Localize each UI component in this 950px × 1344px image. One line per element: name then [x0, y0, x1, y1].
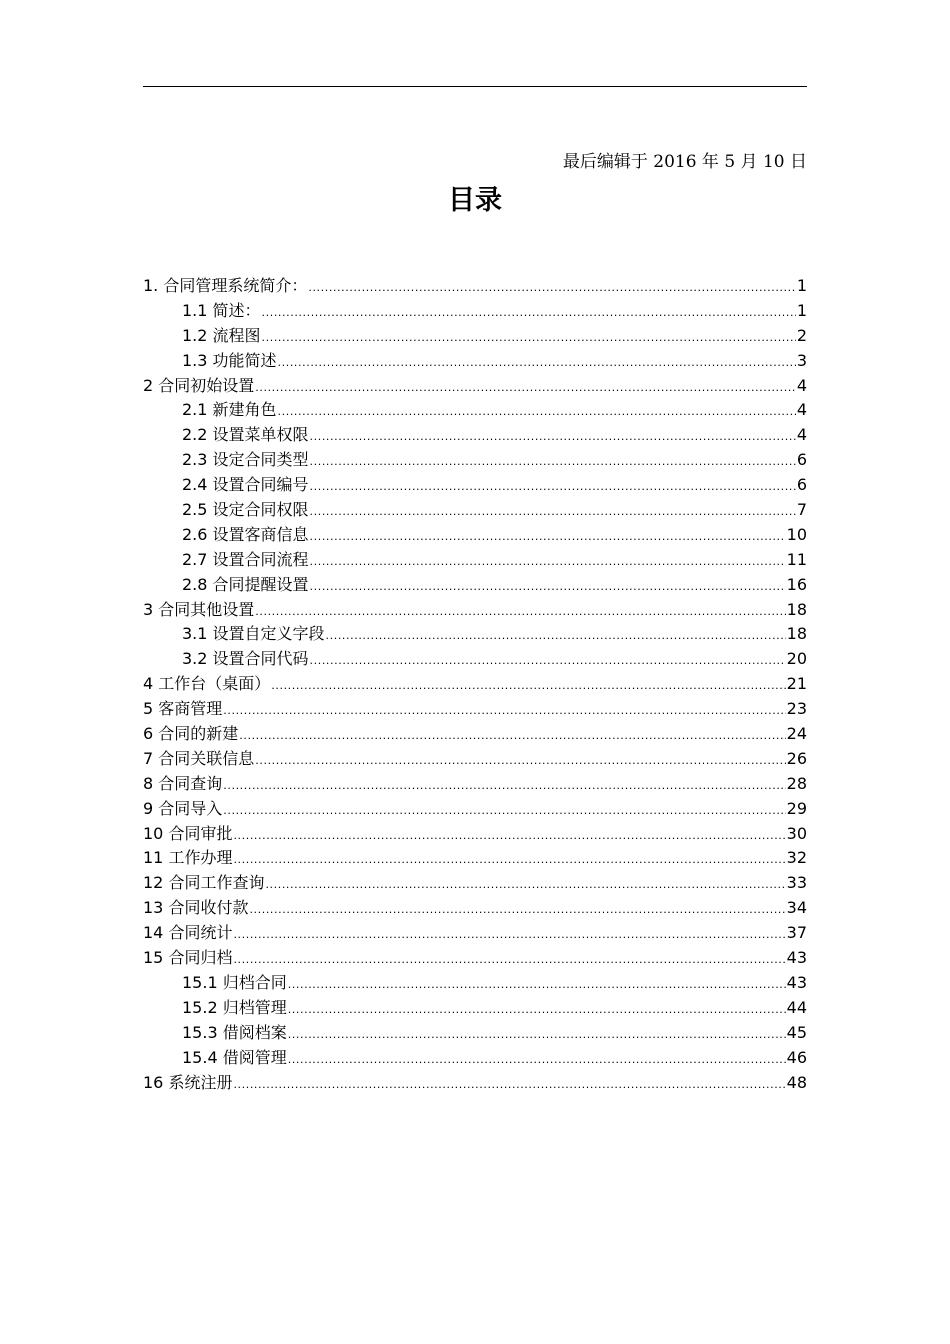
toc-entry-text: 8 合同查询	[143, 773, 223, 793]
toc-page-number: 11	[786, 549, 807, 569]
toc-entry[interactable]	[143, 996, 807, 1021]
toc-dot-leader	[310, 649, 786, 674]
toc-entry-text: 1. 合同管理系统简介：	[143, 276, 308, 295]
toc-dot-leader	[278, 351, 796, 376]
toc-entry-text: 16 系统注册	[143, 1072, 233, 1092]
toc-entry-text: 1.3 功能简述	[182, 350, 277, 370]
toc-dot-leader	[239, 724, 785, 749]
toc-entry[interactable]	[143, 548, 807, 573]
toc-page-number: 26	[786, 748, 807, 768]
toc-entry[interactable]	[143, 1046, 807, 1071]
toc-page-number: 23	[786, 699, 807, 719]
toc-entry-text: 2.2 设置菜单权限	[182, 425, 309, 445]
toc-page-number: 7	[796, 500, 807, 520]
toc-entry[interactable]	[143, 797, 807, 822]
toc-entry[interactable]	[143, 1021, 807, 1046]
toc-page-number: 3	[796, 350, 807, 370]
toc-dot-leader	[233, 848, 785, 873]
toc-page-number: 20	[786, 649, 807, 669]
toc-page-number: 28	[786, 773, 807, 793]
toc-title: 目录	[448, 185, 502, 216]
toc-page-number: 46	[786, 1047, 807, 1067]
toc-dot-leader	[288, 1048, 786, 1073]
toc-entry[interactable]	[143, 398, 807, 423]
toc-page-number: 4	[796, 425, 807, 445]
toc-dot-leader	[288, 998, 786, 1023]
toc-dot-leader	[255, 749, 785, 774]
toc-page-number: 45	[786, 1022, 807, 1042]
toc-entry[interactable]	[143, 324, 807, 349]
toc-entry[interactable]	[143, 772, 807, 797]
toc-page-number: 32	[786, 848, 807, 868]
toc-dot-leader	[271, 674, 785, 699]
toc-dot-leader	[233, 824, 785, 849]
toc-page-number: 4	[796, 375, 807, 395]
toc-entry-text: 4 工作台（桌面）	[143, 674, 271, 694]
toc-dot-leader	[288, 973, 786, 998]
toc-dot-leader	[262, 326, 796, 351]
toc-entry-text: 2.5 设定合同权限	[182, 500, 309, 520]
toc-entry[interactable]	[143, 672, 807, 697]
toc-dot-leader	[255, 376, 796, 401]
toc-page-number: 16	[786, 574, 807, 594]
toc-entry-text: 9 合同导入	[143, 798, 223, 818]
toc-entry-text: 14 合同统计	[143, 923, 233, 943]
toc-entry-text: 5 客商管理	[143, 699, 223, 719]
toc-entry-text: 15.1 归档合同	[182, 972, 287, 992]
toc-dot-leader	[233, 923, 785, 948]
toc-dot-leader	[310, 475, 796, 500]
toc-dot-leader	[249, 898, 785, 923]
toc-entry-text: 2.4 设置合同编号	[182, 475, 309, 495]
toc-page-number: 33	[786, 873, 807, 893]
toc-entry[interactable]	[143, 299, 807, 324]
toc-page-number: 18	[786, 599, 807, 619]
toc-page-number: 6	[796, 450, 807, 470]
toc-dot-leader	[310, 525, 786, 550]
toc-entry-text: 1.2 流程图	[182, 325, 261, 345]
toc-page-number: 48	[786, 1072, 807, 1092]
toc-entry-text: 2.3 设定合同类型	[182, 450, 309, 470]
toc-dot-leader	[310, 450, 796, 475]
toc-entry[interactable]	[143, 747, 807, 772]
toc-entry-text: 2.7 设置合同流程	[182, 549, 309, 569]
toc-entry[interactable]	[143, 971, 807, 996]
toc-entry[interactable]	[143, 846, 807, 871]
toc-entry[interactable]	[143, 622, 807, 647]
toc-entry[interactable]	[143, 374, 807, 399]
toc-entry[interactable]	[143, 822, 807, 847]
toc-page-number: 43	[786, 948, 807, 968]
toc-page-number: 2	[796, 325, 807, 345]
toc-page-number: 1	[796, 300, 807, 320]
toc-dot-leader	[326, 624, 786, 649]
toc-dot-leader	[278, 400, 796, 425]
toc-entry-text: 2.1 新建角色	[182, 400, 277, 420]
toc-dot-leader	[233, 1073, 785, 1098]
toc-page-number: 18	[786, 624, 807, 644]
toc-entry[interactable]	[143, 523, 807, 548]
toc-page-number: 34	[786, 898, 807, 918]
toc-entry-text: 3 合同其他设置	[143, 599, 255, 619]
toc-entry-text: 2 合同初始设置	[143, 375, 255, 395]
header-rule	[143, 86, 807, 87]
toc-list	[143, 274, 807, 1095]
toc-entry[interactable]	[143, 722, 807, 747]
toc-entry[interactable]	[143, 946, 807, 971]
last-edited-date: 最后编辑于 2016 年 5 月 10 日	[562, 152, 807, 172]
toc-page-number: 6	[796, 475, 807, 495]
toc-entry[interactable]	[143, 647, 807, 672]
toc-page-number: 24	[786, 724, 807, 744]
toc-entry[interactable]	[143, 448, 807, 473]
toc-dot-leader	[262, 301, 796, 326]
toc-entry-text: 11 工作办理	[143, 848, 233, 868]
toc-entry[interactable]	[143, 274, 807, 299]
toc-page-number: 30	[786, 823, 807, 843]
toc-dot-leader	[223, 774, 785, 799]
toc-entry-text: 3.2 设置合同代码	[182, 649, 309, 669]
toc-page-number: 4	[796, 400, 807, 420]
toc-page-number: 44	[786, 997, 807, 1017]
toc-dot-leader	[310, 425, 796, 450]
toc-dot-leader	[255, 600, 785, 625]
toc-entry[interactable]	[143, 871, 807, 896]
toc-entry[interactable]	[143, 598, 807, 623]
toc-entry-text: 15.2 归档管理	[182, 997, 287, 1017]
toc-entry-text: 10 合同审批	[143, 823, 233, 843]
toc-entry-text: 7 合同关联信息	[143, 748, 255, 768]
toc-entry-text: 2.8 合同提醒设置	[182, 574, 309, 594]
toc-entry-text: 15 合同归档	[143, 948, 233, 968]
toc-entry-text: 13 合同收付款	[143, 898, 249, 918]
toc-entry[interactable]	[143, 1071, 807, 1096]
toc-entry[interactable]	[143, 498, 807, 523]
toc-entry-text: 6 合同的新建	[143, 724, 239, 744]
toc-entry[interactable]	[143, 473, 807, 498]
toc-page-number: 43	[786, 972, 807, 992]
toc-dot-leader	[310, 575, 786, 600]
toc-dot-leader	[265, 873, 785, 898]
toc-dot-leader	[233, 948, 785, 973]
toc-entry-text: 3.1 设置自定义字段	[182, 624, 325, 644]
toc-dot-leader	[310, 500, 796, 525]
toc-entry-text: 15.3 借阅档案	[182, 1022, 287, 1042]
toc-page-number: 37	[786, 923, 807, 943]
toc-page-number: 10	[786, 524, 807, 544]
toc-page-number: 21	[786, 674, 807, 694]
toc-entry[interactable]	[143, 573, 807, 598]
toc-dot-leader	[310, 550, 786, 575]
toc-dot-leader	[223, 699, 785, 724]
toc-entry-text: 12 合同工作查询	[143, 873, 265, 893]
toc-dot-leader	[288, 1023, 786, 1048]
toc-entry[interactable]	[143, 423, 807, 448]
toc-entry-text: 1.1 简述：	[182, 300, 261, 320]
toc-entry-text: 2.6 设置客商信息	[182, 524, 309, 544]
toc-dot-leader	[223, 799, 785, 824]
toc-entry-text: 15.4 借阅管理	[182, 1047, 287, 1067]
toc-entry[interactable]	[143, 921, 807, 946]
toc-dot-leader	[308, 276, 795, 301]
toc-entry[interactable]	[143, 697, 807, 722]
toc-page-number: 29	[786, 798, 807, 818]
toc-entry[interactable]	[143, 896, 807, 921]
toc-entry[interactable]	[143, 349, 807, 374]
toc-page-number: 1	[796, 276, 807, 295]
